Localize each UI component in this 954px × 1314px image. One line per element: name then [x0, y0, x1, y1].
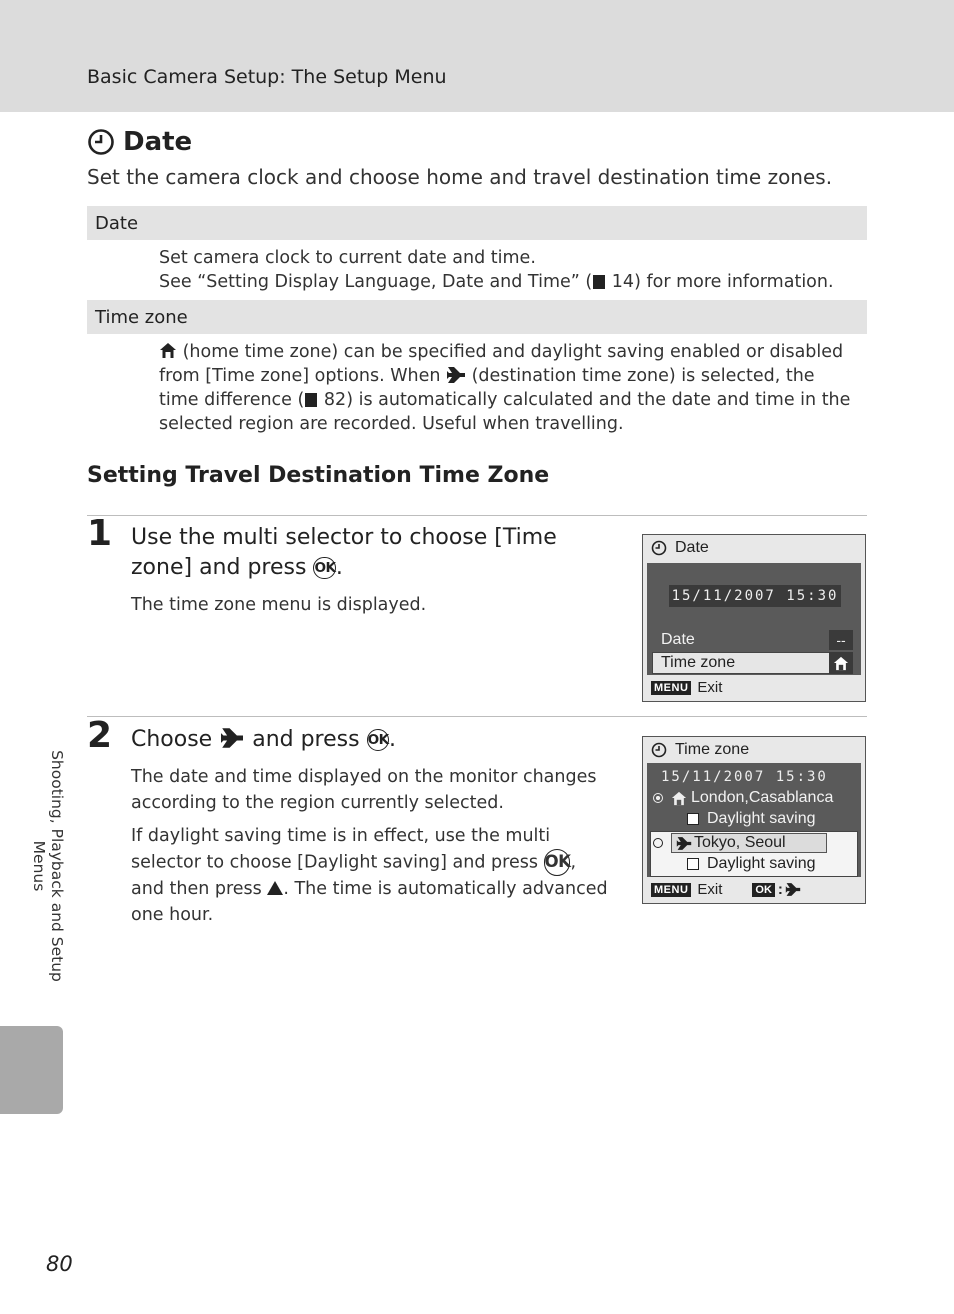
- side-tab-label: Shooting, Playback and Setup Menus: [30, 750, 66, 982]
- ok-button-icon: OK: [544, 849, 571, 876]
- menu-item-time-zone[interactable]: Time zone: [652, 652, 832, 674]
- checkbox-icon: [687, 858, 699, 870]
- clock-icon: [87, 128, 115, 156]
- destination-daylight-row[interactable]: Daylight saving: [687, 855, 816, 873]
- ok-button-icon: OK: [313, 557, 335, 579]
- page-reference-icon: [593, 275, 605, 289]
- divider: [87, 716, 867, 717]
- airplane-icon: [219, 727, 245, 749]
- menu-value: --: [829, 630, 853, 650]
- camera-screen-date-menu: [642, 534, 866, 702]
- radio-unselected-icon: [653, 793, 663, 803]
- step-body: The date and time displayed on the monitor changes according to the region currently selected.: [131, 767, 597, 813]
- camera-screen-time-zone-menu: [642, 736, 866, 904]
- step-number: 2: [87, 715, 113, 756]
- datetime-display: 15/11/2007 15:30: [661, 769, 828, 785]
- section-title: [87, 124, 192, 160]
- menu-item-date[interactable]: Date: [661, 631, 695, 648]
- option-label-date: Date: [87, 206, 867, 240]
- screen-panel: [647, 563, 861, 675]
- airplane-icon: [676, 836, 692, 851]
- ok-button-icon: OK: [752, 883, 775, 897]
- home-icon: [159, 342, 177, 359]
- running-header: Basic Camera Setup: The Setup Menu: [87, 66, 447, 88]
- airplane-icon: [785, 882, 801, 897]
- header-band: [0, 0, 954, 112]
- airplane-icon: [446, 366, 466, 384]
- page-number: 80: [46, 1252, 73, 1276]
- subsection-heading: Setting Travel Destination Time Zone: [87, 463, 550, 488]
- home-zone-row[interactable]: London,Casablanca: [653, 789, 833, 807]
- destination-zone-row[interactable]: Tokyo, Seoul: [653, 833, 827, 853]
- step-body: The time zone menu is displayed.: [131, 595, 427, 615]
- ok-button-icon: OK: [367, 729, 389, 751]
- page-reference-icon: [305, 393, 317, 407]
- datetime-display: 15/11/2007 15:30: [669, 585, 841, 607]
- screen-footer: MENU Exit OK :: [651, 881, 801, 898]
- clock-icon: [651, 742, 667, 758]
- menu-button-icon: MENU: [651, 883, 691, 897]
- step-number: 1: [87, 513, 113, 554]
- section-intro: Set the camera clock and choose home and travel destination time zones.: [87, 165, 833, 189]
- radio-icon: [653, 838, 663, 848]
- up-arrow-icon: [267, 881, 283, 895]
- divider: [87, 515, 867, 516]
- home-icon: [833, 656, 849, 671]
- option-label-time-zone: Time zone: [87, 300, 867, 334]
- step-body: If daylight saving time is in effect, use the multi selector to choose [Daylight saving] and press OK, and then press . The time is automatically advanced one hour.: [131, 826, 608, 925]
- screen-title: Date: [651, 539, 709, 557]
- clock-icon: [651, 540, 667, 556]
- step-title: Use the multi selector to choose [Time zone] and press OK.: [131, 525, 557, 580]
- step-title: Choose and press OK.: [131, 727, 397, 752]
- screen-title: Time zone: [651, 741, 749, 759]
- option-description-date: Set camera clock to current date and time. See “Setting Display Language, Date and Time” ( 14) for more information.: [159, 248, 834, 292]
- screen-panel: [647, 763, 861, 877]
- checkbox-icon: [687, 813, 699, 825]
- screen-footer: MENU Exit: [651, 679, 722, 696]
- home-icon: [671, 791, 687, 806]
- menu-button-icon: MENU: [651, 681, 691, 695]
- side-tab-marker: [0, 1026, 63, 1114]
- option-description-time-zone: (home time zone) can be specified and daylight saving enabled or disabled from [Time zone] options. When (destination time zone) is selected, the time difference ( 82) is automatically calculated and the date and time in the selected region are recorded. Useful when travelling.: [159, 342, 851, 434]
- home-daylight-row[interactable]: Daylight saving: [687, 810, 816, 828]
- menu-value: [829, 652, 853, 674]
- section-title-text: Date: [123, 127, 193, 157]
